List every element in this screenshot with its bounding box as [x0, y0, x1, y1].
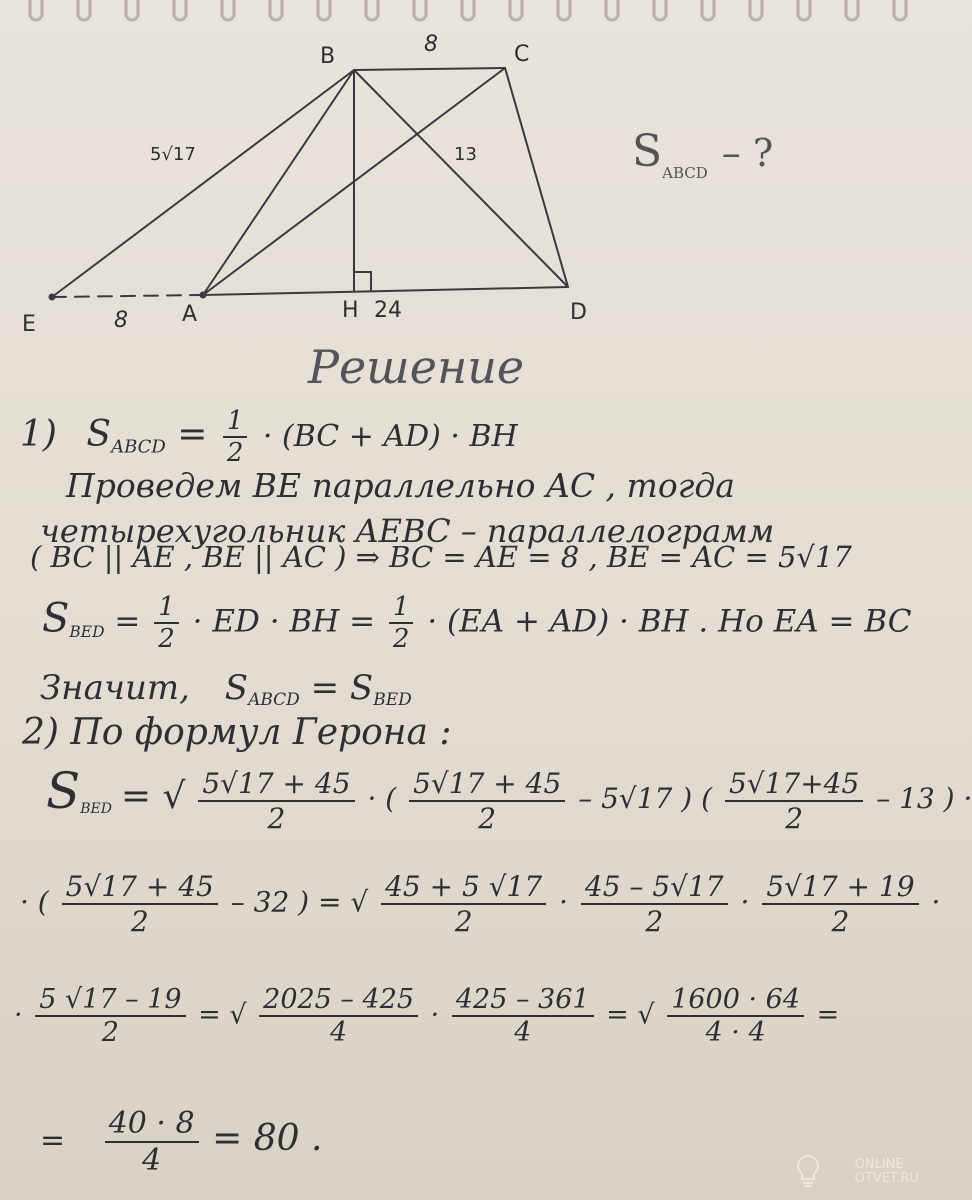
segment-ea: [52, 295, 203, 297]
lightbulb-icon: [795, 1154, 821, 1188]
point-e-label: E: [22, 312, 36, 337]
trapezoid-diagram: [0, 0, 933, 340]
point-h-label: H: [342, 298, 359, 323]
solution-line-2: Проведем BE параллельно AC , тогда: [66, 466, 735, 505]
length-hd-label: 24: [374, 298, 402, 323]
solution-line-6: Значит, $S_{ABCD} = S_{BED}$: [40, 668, 412, 710]
solution-line-5: $S_{BED}$ = $\frac{1}{2}$ · ED · BH = $\frac{1}{2}$ · (EA + AD) · BH . Но EA = BC: [42, 592, 912, 654]
length-bc-label: 8: [424, 32, 438, 57]
solution-line-4: ( BC || AE , BE || AC ) ⇒ BC = AE = 8 , BE = AC = 5√17: [30, 540, 852, 574]
solution-line-3: четырехугольник AEBC – параллелограмм: [40, 512, 775, 550]
step-1-formula: 1) $S_{ABCD}$ = $\frac{1}{2}$ · (BC + AD) · BH: [20, 406, 518, 468]
heron-line-2: · ( $\frac{5√17 + 45}{2}$ – 32 ) = √ $\frac{45 + 5 √17}{2}$ · $\frac{45 - 5√17}{2}$ · $\frac{5√17 + 19}{2}$ ·: [20, 870, 941, 938]
heron-line-3: · $\frac{5 √17 - 19}{2}$ = √ $\frac{2025 - 425}{4}$ · $\frac{425 - 361}{4}$ = √ $\frac{1600 \cdot 64}{4 \cdot 4}$ =: [14, 984, 840, 1048]
step-2-heading: 2) По формул Герона :: [22, 712, 452, 753]
segment-ad: [203, 287, 568, 295]
final-result: = $\frac{40 \cdot 8}{4}$ = 80 .: [40, 1106, 323, 1178]
length-be-label: 5√17: [150, 144, 196, 165]
watermark: ONLINE OTVET.RU: [854, 1157, 919, 1186]
right-angle-mark: [354, 272, 371, 291]
heron-line-1: $S_{BED}$ = √ $\frac{5√17 + 45}{2}$ · ( $\frac{5√17 + 45}{2}$ – 5√17 ) ( $\frac{5√17+45}{2}$ – 13 ) ·: [46, 762, 972, 835]
length-bd-label: 13: [454, 144, 477, 165]
question-text: $S_{ABCD}$ – ?: [632, 126, 774, 182]
segment-eb: [52, 70, 354, 297]
point-a-label: A: [182, 302, 198, 327]
point-d-label: D: [570, 300, 587, 325]
solution-heading: Решение: [308, 340, 525, 394]
point-b-label: B: [320, 44, 336, 69]
segment-bc: [354, 68, 505, 70]
length-ea-label: 8: [114, 308, 128, 333]
segment-ab: [203, 70, 354, 295]
point-c-label: C: [514, 42, 530, 67]
